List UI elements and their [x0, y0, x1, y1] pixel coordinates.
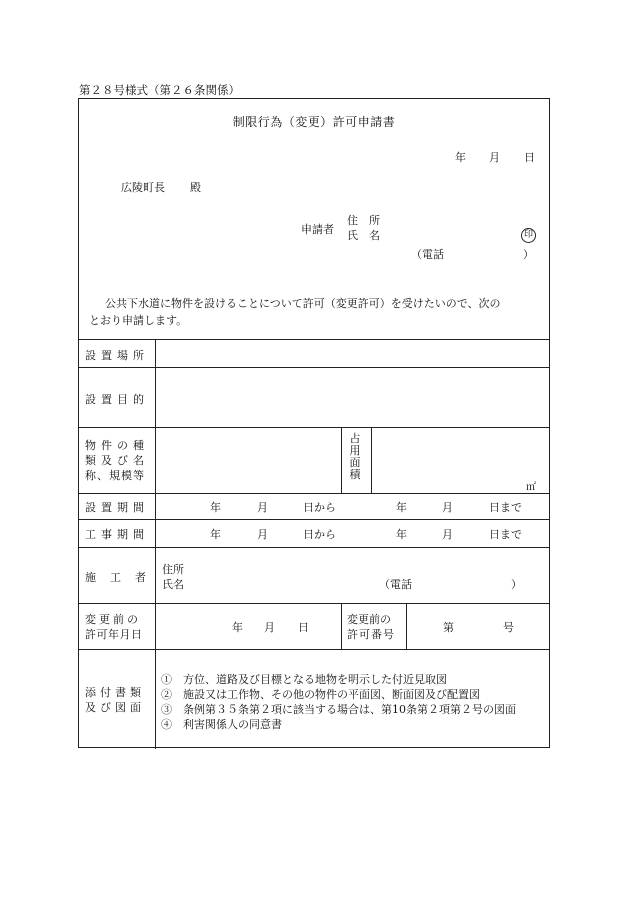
period-from-year: 年	[210, 501, 221, 514]
prev-number-suffix: 号	[503, 621, 514, 634]
row-divider	[79, 519, 549, 520]
attachments-label-1: 添付書類	[85, 686, 145, 699]
body-text-line-2: とおり申請します。	[89, 314, 188, 327]
construction-to-year: 年	[396, 528, 407, 541]
contractor-name-label: 氏名	[162, 578, 184, 591]
applicant-name-label: 氏 名	[347, 229, 380, 242]
prev-number-label-2: 許可番号	[347, 628, 395, 641]
construction-to-month: 月	[442, 528, 453, 541]
application-form	[78, 98, 550, 748]
contractor-phone-open: （電話	[379, 578, 412, 591]
area-unit: ㎡	[526, 482, 536, 493]
row-divider	[79, 603, 549, 604]
contractor-address-label: 住所	[162, 563, 184, 576]
period-from-day: 日から	[303, 501, 336, 514]
prev-number-label-1: 変更前の	[347, 613, 391, 626]
attachment-item: ④ 利害関係人の同意書	[161, 718, 282, 731]
applicant-label: 申請者	[301, 223, 334, 236]
contractor-phone-close: ）	[511, 578, 522, 591]
prev-date-day: 日	[298, 621, 309, 634]
construction-from-month: 月	[257, 528, 268, 541]
occupied-area-label: 占用面積	[349, 432, 361, 481]
applicant-phone-open: （電話	[411, 248, 444, 261]
period-to-month: 月	[442, 501, 453, 514]
label-column-divider	[155, 339, 156, 749]
prev-date-year: 年	[232, 621, 243, 634]
item-type-label-2: 類及び名	[85, 454, 149, 467]
seal-mark	[521, 227, 536, 243]
row-divider	[79, 493, 549, 494]
item-type-label-1: 物件の種	[85, 439, 149, 452]
period-to-day: 日まで	[489, 501, 522, 514]
item-type-label-3: 称、規模等	[85, 469, 145, 482]
prev-date-label-2: 許可年月日	[85, 628, 143, 641]
location-label: 設置場所	[85, 349, 149, 362]
body-text-line-1: 公共下水道に物件を設けることについて許可（変更許可）を受けたいので、次の	[105, 297, 501, 310]
prev-date-label-1: 変更前の	[85, 613, 141, 626]
row-divider	[79, 547, 549, 548]
construction-from-day: 日から	[303, 528, 336, 541]
form-title: 制限行為（変更）許可申請書	[232, 115, 396, 129]
construction-from-year: 年	[210, 528, 221, 541]
area-column-divider	[341, 427, 342, 493]
construction-period-label: 工事期間	[85, 528, 149, 541]
attachment-item: ② 施設又は工作物、その他の物件の平面図、断面図及び配置図	[161, 688, 480, 701]
attachment-item: ③ 条例第３５条第２項に該当する場合は、第10条第２項第２号の図面	[161, 703, 516, 716]
location-field[interactable]	[157, 340, 548, 366]
period-label: 設置期間	[85, 501, 149, 514]
date-month: 月	[489, 151, 500, 164]
addressee-name: 広陵町長	[121, 181, 165, 194]
item-type-field[interactable]	[157, 428, 340, 492]
seal-circle-icon: 印	[521, 228, 536, 243]
purpose-field[interactable]	[157, 368, 548, 426]
prev-number-divider	[406, 603, 407, 649]
area-column-divider	[371, 427, 372, 493]
attachment-item: ① 方位、道路及び目標となる地物を明示した付近見取図	[161, 673, 447, 686]
period-to-year: 年	[396, 501, 407, 514]
prev-date-month: 月	[264, 621, 275, 634]
date-year: 年	[455, 151, 466, 164]
date-day: 日	[524, 151, 535, 164]
prev-number-prefix: 第	[443, 621, 454, 634]
applicant-address-label: 住 所	[347, 214, 380, 227]
attachments-label-2: 及び図面	[85, 701, 145, 714]
form-number-label: 第２８号様式（第２６条関係）	[79, 83, 240, 97]
period-from-month: 月	[257, 501, 268, 514]
row-divider	[79, 649, 549, 650]
construction-to-day: 日まで	[489, 528, 522, 541]
purpose-label: 設置目的	[85, 393, 149, 406]
contractor-label: 施工者	[85, 571, 160, 584]
applicant-phone-close: ）	[523, 248, 534, 261]
occupied-area-field[interactable]	[373, 428, 548, 492]
prev-number-divider	[341, 603, 342, 649]
addressee-honorific: 殿	[190, 181, 201, 194]
